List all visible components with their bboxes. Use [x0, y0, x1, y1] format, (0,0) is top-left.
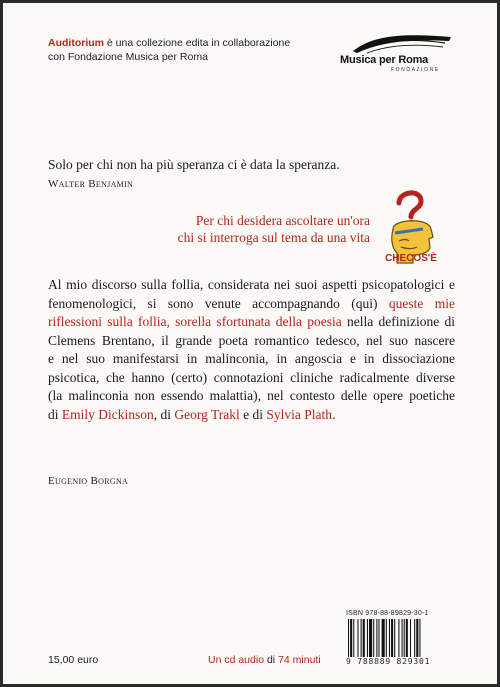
description-line: di Emily Dickinson, di Georg Trakl e di Sylvia Plath.: [48, 406, 336, 422]
tagline-line-2: chi si interroga sul tema da una vita: [177, 230, 370, 245]
poet-name: Emily Dickinson: [61, 406, 154, 422]
barcode-digits: 9 788889 829301: [346, 657, 431, 666]
poet-name: Georg Trakl: [174, 406, 240, 422]
description-line: e nel suo manifestarsi in malinconia, in angoscia e in dissociazione: [48, 351, 455, 366]
price: 15,00 euro: [48, 654, 99, 666]
collection-note: Auditorium è una collezione edita in collaborazione con Fondazione Musica per Roma: [48, 37, 291, 63]
cd-info: Un cd audio di 74 minuti: [208, 654, 321, 666]
logo-subtitle: FONDAZIONE: [391, 67, 440, 73]
description-line: (la malinconia non essendo malattia), nel contesto delle opere poetiche: [48, 388, 455, 403]
description: [48, 276, 455, 424]
description-line: fenomenologici, si sono venute accompagnando (qui) queste mie: [48, 295, 455, 311]
tagline-line-1: Per chi desidera ascoltare un'ora: [195, 213, 370, 228]
description-line: Al mio discorso sulla follia, considerata nei suoi aspetti psicopatologici e: [48, 277, 455, 292]
mascot-label: CHECOS'È: [385, 253, 437, 264]
back-cover: [3, 3, 497, 684]
description-author: Eugenio Borgna: [48, 475, 129, 487]
isbn: ISBN 978-88-89829-30-1: [346, 610, 429, 617]
brand-auditorium: Auditorium: [48, 37, 104, 49]
question-head-icon: [373, 189, 449, 267]
description-line: Clemens Brentano, il grande poeta romantico tedesco, nel suo nascere: [48, 332, 455, 348]
poet-name: Sylvia Plath: [266, 406, 333, 422]
epigraph-quote: Solo per chi non ha più speranza ci è data la speranza.: [48, 157, 340, 172]
logo-name: Musica per Roma: [340, 54, 429, 66]
tagline: [150, 212, 370, 246]
highlight-text: queste mie: [388, 295, 455, 311]
epigraph-author: Walter Benjamin: [48, 178, 134, 190]
description-line: riflessioni sulla follia, sorella sfortunata della poesia nella definizione di: [48, 314, 455, 329]
barcode-icon: [346, 619, 456, 657]
description-line: psicotica, che hanno (certo) connotazioni cliniche radicalmente diverse: [48, 369, 455, 385]
highlight-text: riflessioni sulla follia, sorella sfortunata della poesia: [48, 314, 342, 329]
